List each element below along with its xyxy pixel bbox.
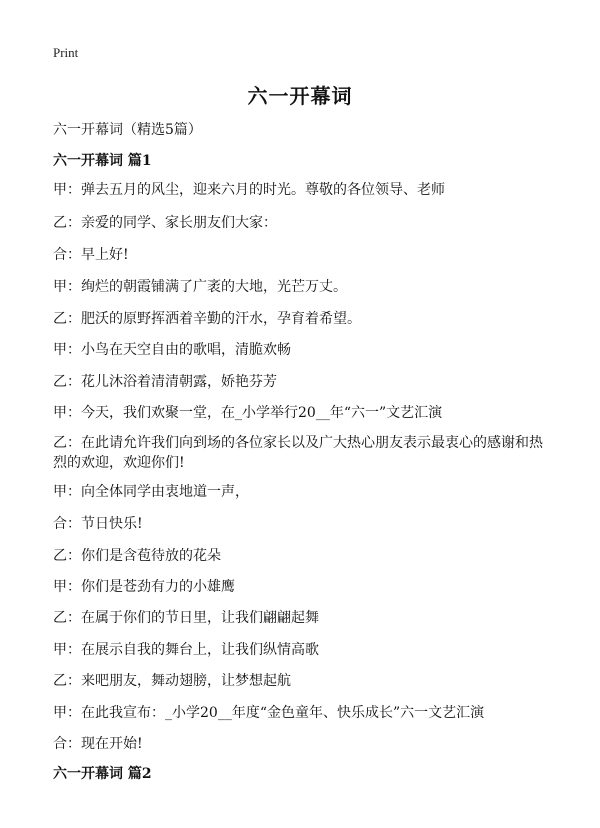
dialogue-line: 合：节日快乐! (53, 516, 143, 532)
dialogue-line: 乙：亲爱的同学、家长朋友们大家： (53, 215, 277, 231)
dialogue-line: 合：现在开始! (53, 736, 143, 752)
dialogue-line: 甲：在此我宣布：_小学20__年度“金色童年、快乐成长”六一文艺汇演 (53, 705, 485, 721)
document-subtitle: 六一开幕词（精选5篇） (53, 122, 202, 138)
dialogue-line: 乙：你们是含苞待放的花朵 (53, 548, 221, 564)
dialogue-line: 甲：弹去五月的风尘，迎来六月的时光。尊敬的各位领导、老师 (53, 182, 445, 198)
dialogue-line: 乙：花儿沐浴着清清朝露，娇艳芬芳 (53, 374, 277, 390)
dialogue-line: 甲：你们是苍劲有力的小雄鹰 (53, 579, 235, 595)
section-heading-1: 六一开幕词 篇1 (53, 153, 152, 169)
dialogue-line: 合：早上好! (53, 247, 129, 263)
page-title: 六一开幕词 (247, 84, 353, 108)
dialogue-line: 甲：今天，我们欢聚一堂，在_小学举行20__年“六一”文艺汇演 (53, 405, 443, 421)
dialogue-line: 甲：小鸟在天空自由的歌唱，清脆欢畅 (53, 342, 291, 358)
dialogue-line: 乙：来吧朋友，舞动翅膀，让梦想起航 (53, 673, 291, 689)
dialogue-line: 乙：在此请允许我们向到场的各位家长以及广大热心朋友表示最衷心的感谢和热烈的欢迎，欢迎你们! (53, 435, 543, 471)
dialogue-line: 乙：在属于你们的节日里，让我们翩翩起舞 (53, 610, 319, 626)
dialogue-line: 乙：肥沃的原野挥洒着辛勤的汗水，孕育着希望。 (53, 311, 361, 327)
print-link[interactable]: Print (53, 45, 79, 60)
dialogue-line: 甲：绚烂的朝霞铺满了广袤的大地，光芒万丈。 (53, 279, 347, 295)
dialogue-line: 甲：在展示自我的舞台上，让我们纵情高歌 (53, 642, 319, 658)
dialogue-line: 甲：向全体同学由衷地道一声， (53, 484, 249, 500)
section-heading-2: 六一开幕词 篇2 (53, 766, 152, 782)
